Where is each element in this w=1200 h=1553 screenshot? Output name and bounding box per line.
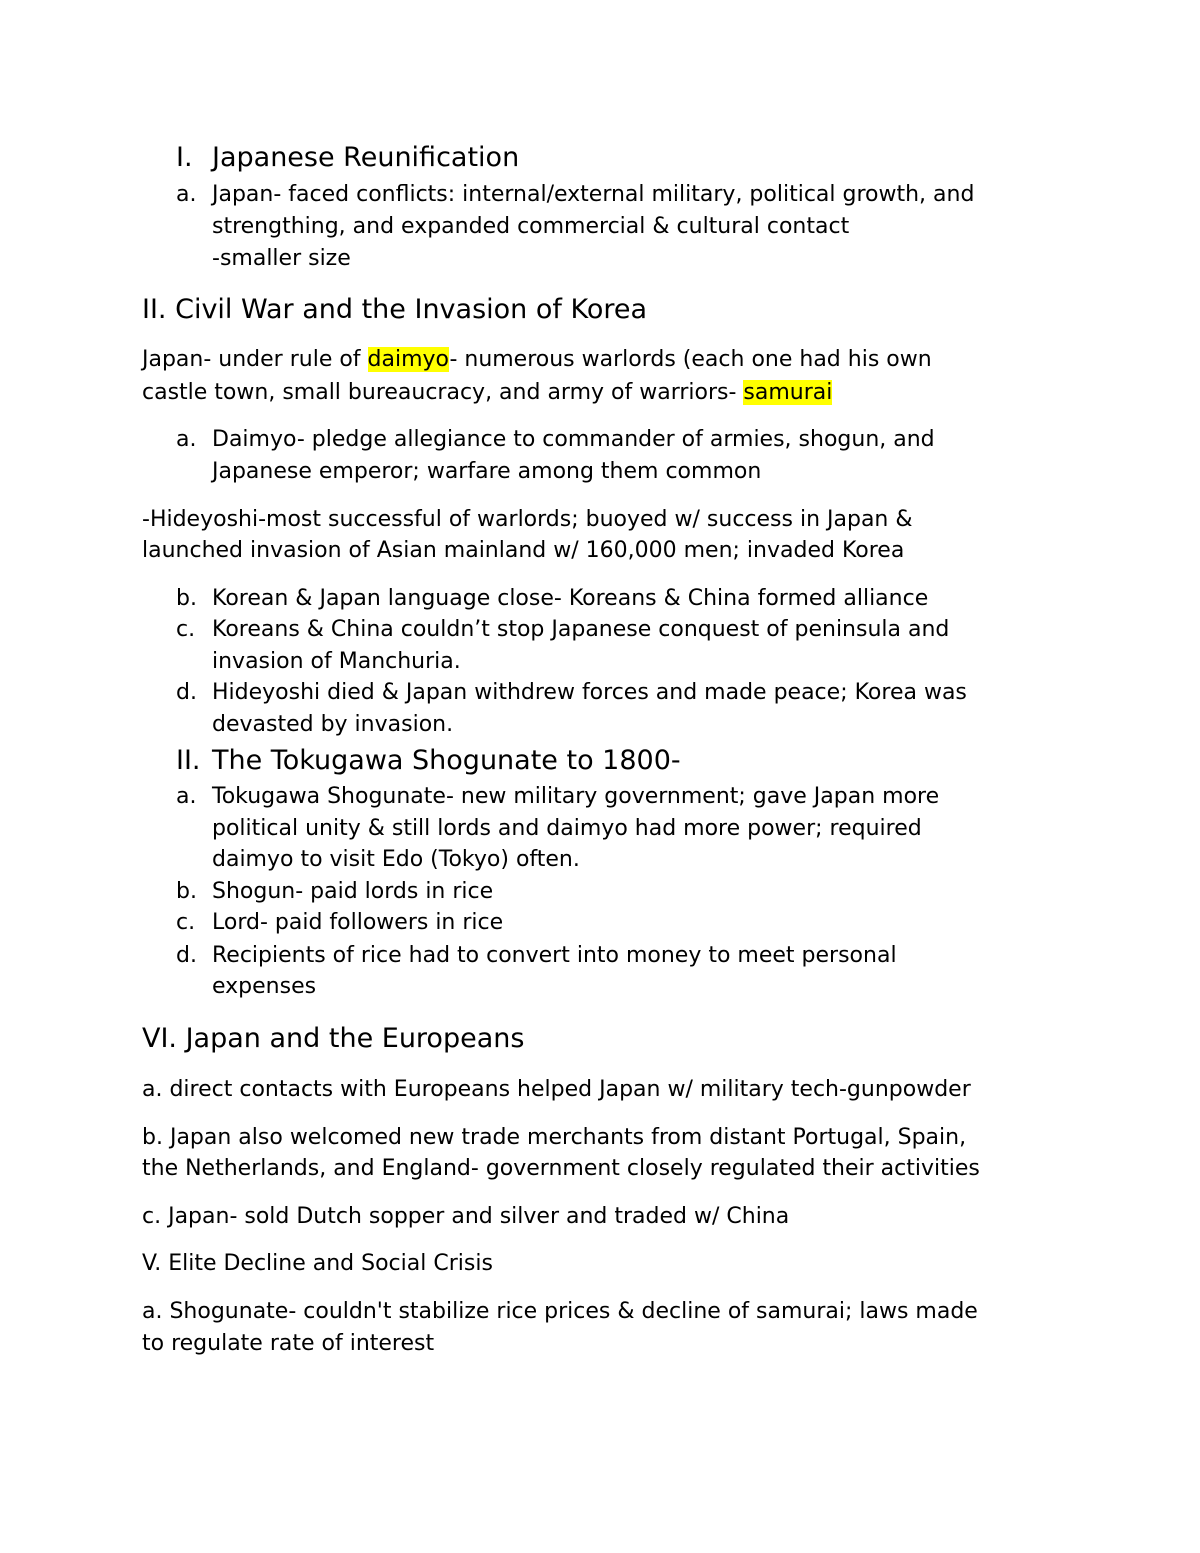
section-3-item-d-marker: d.	[176, 943, 197, 968]
section-3-item-b-line1: Shogun- paid lords in rice	[212, 879, 494, 904]
section-3-item-a-line3: daimyo to visit Edo (Tokyo) often.	[212, 847, 580, 872]
section-4-heading: VI. Japan and the Europeans	[142, 1023, 525, 1054]
section-4-para-c: c. Japan- sold Dutch sopper and silver and traded w/ China	[142, 1204, 790, 1229]
section-3-item-c-marker: c.	[176, 910, 196, 935]
section-4-para-b-line1: b. Japan also welcomed new trade merchants from distant Portugal, Spain,	[142, 1125, 967, 1150]
section-5-heading: V. Elite Decline and Social Crisis	[142, 1251, 493, 1276]
section-2-item-a-marker: a.	[176, 427, 197, 452]
section-2-item-d-marker: d.	[176, 680, 197, 705]
section-3-heading: The Tokugawa Shogunate to 1800-	[212, 745, 681, 776]
section-3-item-d-line1: Recipients of rice had to convert into money to meet personal	[212, 943, 897, 968]
intro-line2-pre: castle town, small bureaucracy, and army of warriors-	[142, 380, 744, 405]
section-5-para-a-line2: to regulate rate of interest	[142, 1331, 435, 1356]
section-2-item-d-line1: Hideyoshi died & Japan withdrew forces and made peace; Korea was	[212, 680, 967, 705]
section-2-item-a-line1: Daimyo- pledge allegiance to commander of armies, shogun, and	[212, 427, 935, 452]
section-1-item-a-line3: -smaller size	[212, 246, 351, 271]
highlight-samurai: samurai	[743, 380, 833, 405]
section-2-item-b-marker: b.	[176, 586, 197, 611]
section-3-item-d-line2: expenses	[212, 974, 317, 999]
section-2-item-c-marker: c.	[176, 617, 196, 642]
section-2-para-line2: launched invasion of Asian mainland w/ 160,000 men; invaded Korea	[142, 538, 905, 563]
intro-text-mid: - numerous warlords (each one had his own	[449, 347, 932, 372]
intro-text-pre: Japan- under rule of	[142, 347, 368, 372]
section-2-item-a-line2: Japanese emperor; warfare among them common	[212, 459, 762, 484]
section-2-item-c-line2: invasion of Manchuria.	[212, 649, 461, 674]
section-3-item-c-line1: Lord- paid followers in rice	[212, 910, 504, 935]
section-2-item-b-line1: Korean & Japan language close- Koreans & China formed alliance	[212, 586, 929, 611]
highlight-daimyo: daimyo	[367, 347, 450, 372]
section-4-para-a: a. direct contacts with Europeans helped Japan w/ military tech-gunpowder	[142, 1077, 971, 1102]
section-3-item-b-marker: b.	[176, 879, 197, 904]
section-4-para-b-line2: the Netherlands, and England- government closely regulated their activities	[142, 1156, 980, 1181]
section-1-item-a-marker: a.	[176, 182, 197, 207]
section-1-item-a-line1: Japan- faced conflicts: internal/external military, political growth, and	[212, 182, 975, 207]
section-3-marker: II.	[176, 745, 201, 776]
section-1-marker: I.	[176, 142, 193, 173]
section-2-item-d-line2: devasted by invasion.	[212, 712, 454, 737]
section-5-para-a-line1: a. Shogunate- couldn't stabilize rice prices & decline of samurai; laws made	[142, 1299, 978, 1324]
section-2-intro-line1	[142, 344, 932, 376]
section-3-item-a-line2: political unity & still lords and daimyo had more power; required	[212, 816, 922, 841]
section-3-item-a-marker: a.	[176, 784, 197, 809]
section-1-item-a-line2: strengthing, and expanded commercial & cultural contact	[212, 214, 850, 239]
section-2-intro-line2	[142, 377, 832, 409]
section-2-item-c-line1: Koreans & China couldn’t stop Japanese conquest of peninsula and	[212, 617, 950, 642]
section-1-heading: Japanese Reunification	[212, 142, 520, 173]
section-3-item-a-line1: Tokugawa Shogunate- new military government; gave Japan more	[212, 784, 940, 809]
section-2-para-line1: -Hideyoshi-most successful of warlords; buoyed w/ success in Japan &	[142, 507, 913, 532]
section-2-heading: II. Civil War and the Invasion of Korea	[142, 294, 648, 325]
